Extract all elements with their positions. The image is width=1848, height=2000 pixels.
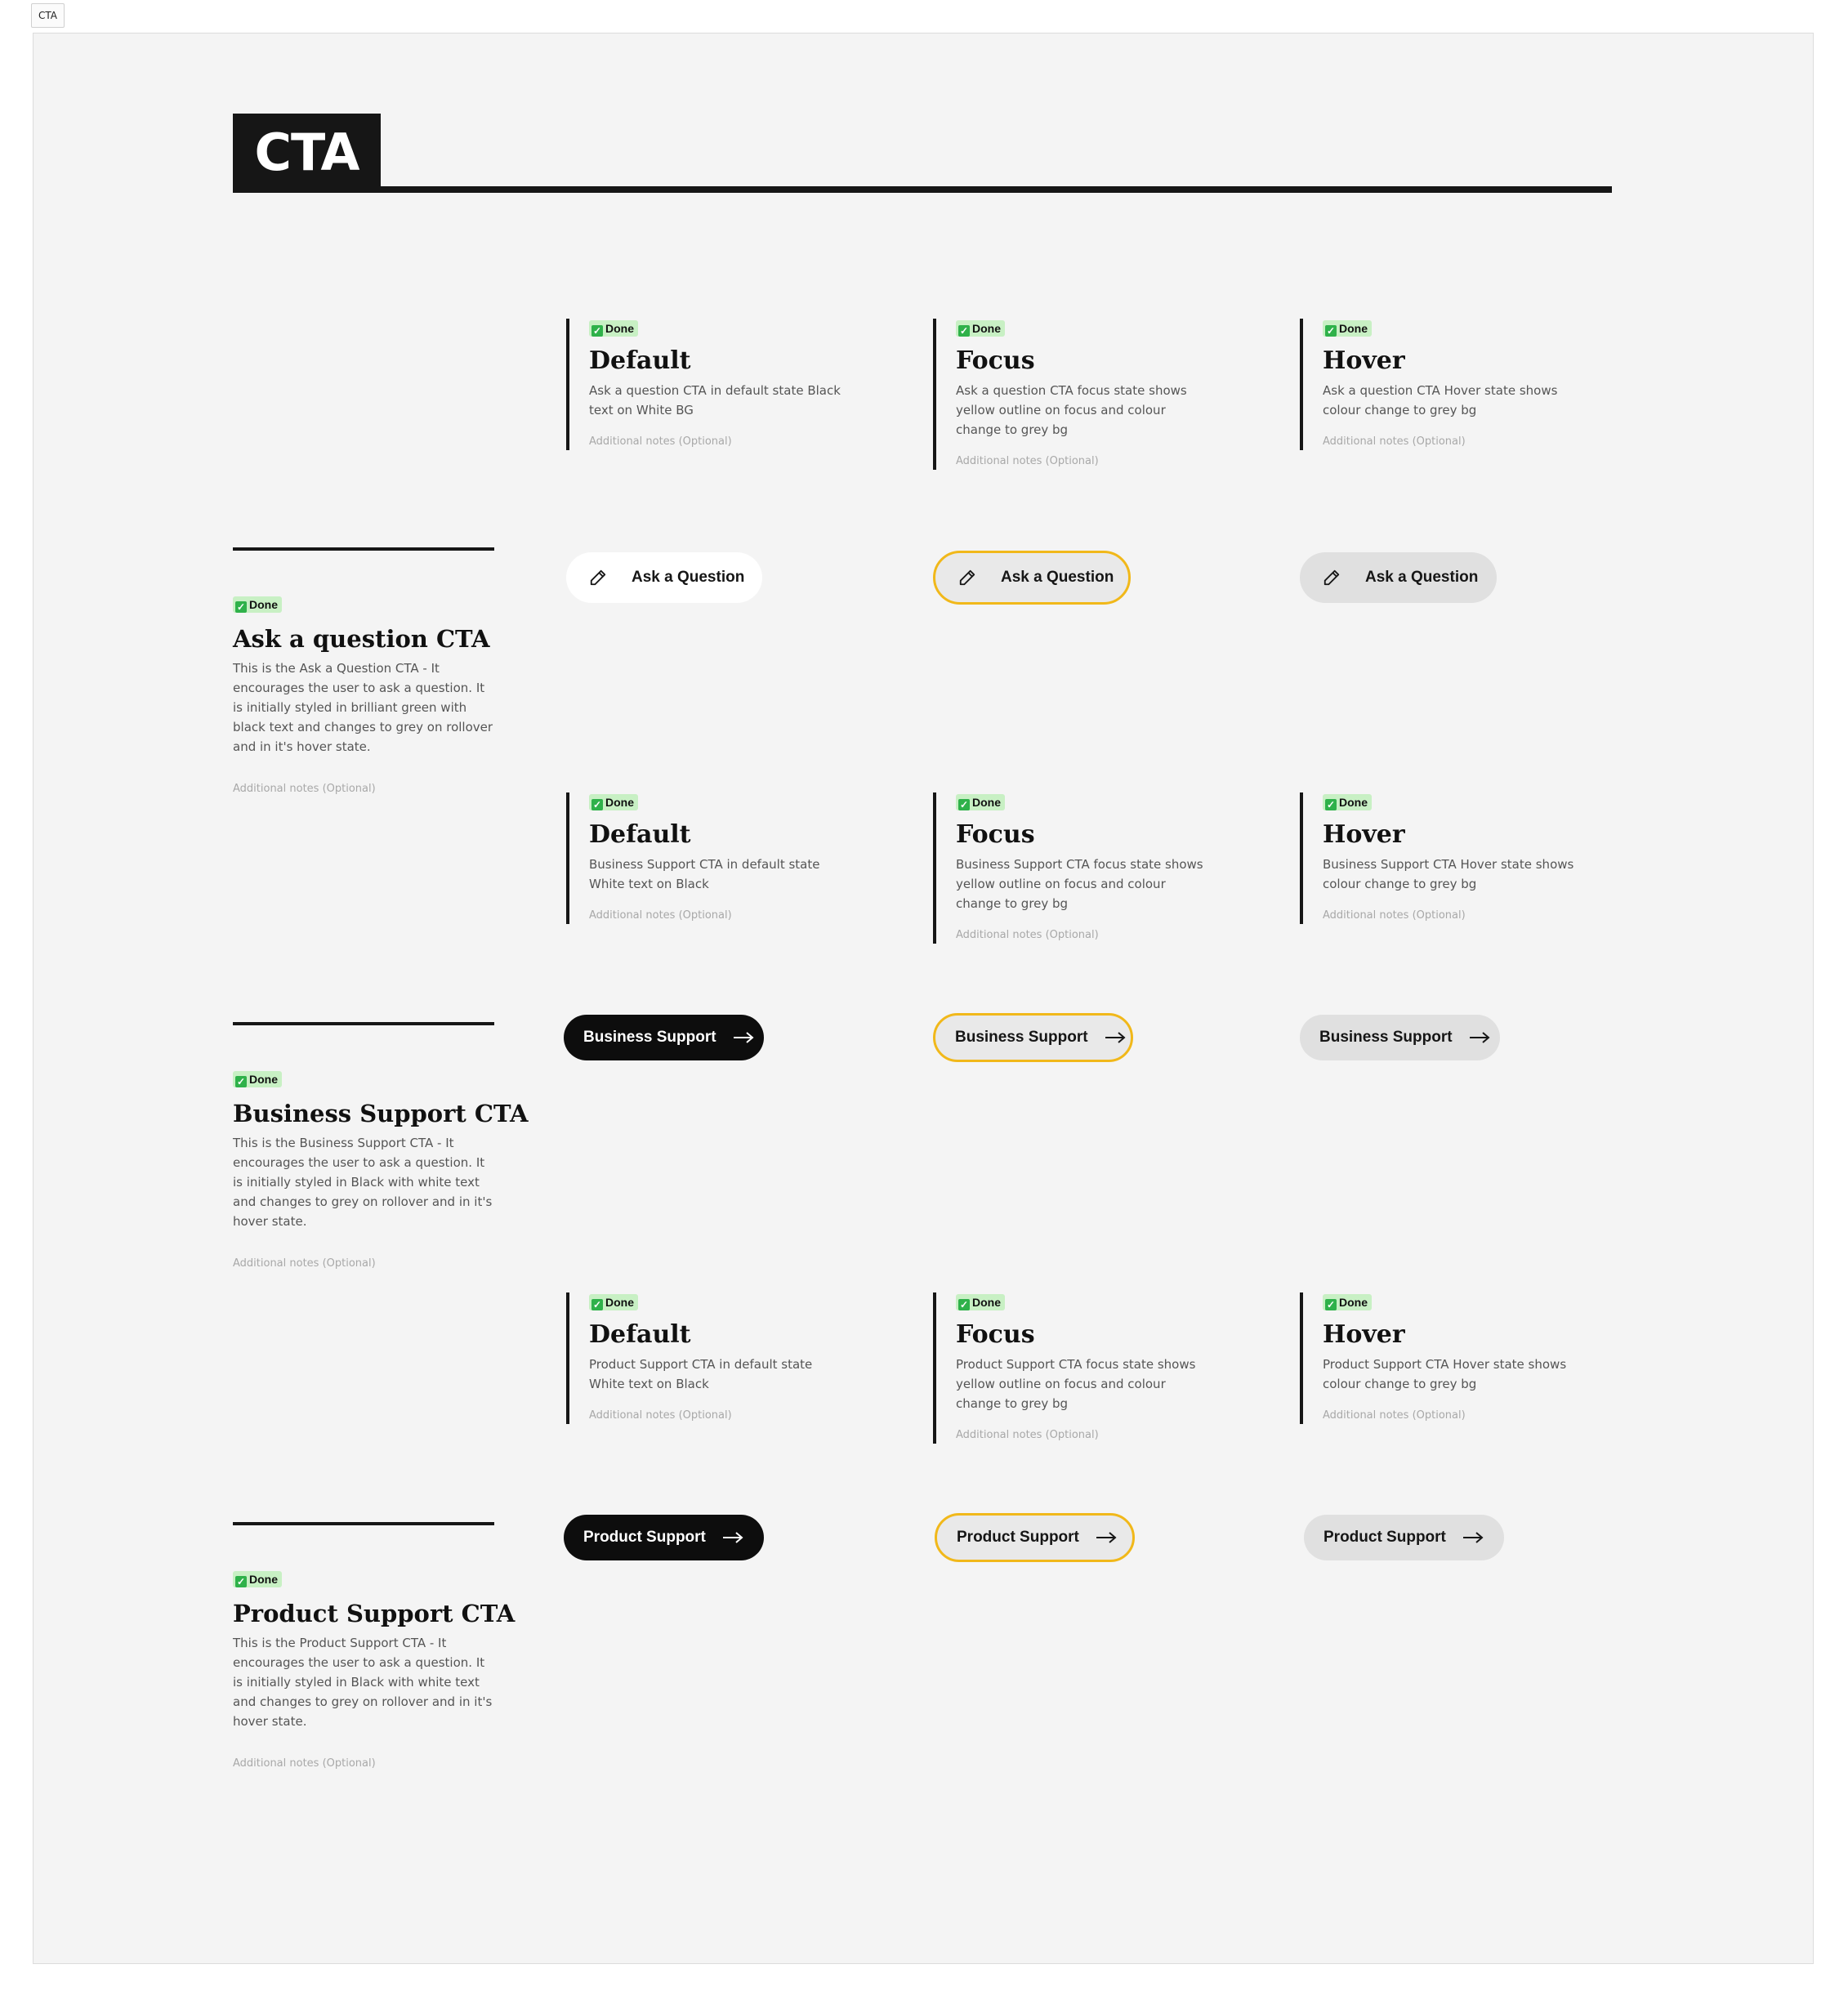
done-badge: ✓ Done <box>956 1294 1005 1310</box>
business-support-button-hover[interactable] <box>1300 1015 1500 1060</box>
state-card-focus <box>933 319 1260 470</box>
section-divider <box>233 547 494 551</box>
done-badge: ✓ Done <box>589 794 638 810</box>
state-title: Hover <box>1323 1320 1405 1349</box>
checkmark-icon: ✓ <box>236 1576 246 1587</box>
button-label: Business Support <box>955 1029 1088 1046</box>
product-support-button-hover[interactable] <box>1304 1515 1504 1560</box>
pencil-icon <box>958 569 976 587</box>
done-badge: ✓ Done <box>589 1294 638 1310</box>
state-description: Product Support CTA focus state shows yellow outline on focus and colour change to grey bg <box>956 1357 1196 1411</box>
button-label: Ask a Question <box>1365 569 1479 586</box>
arrow-right-icon <box>733 1031 754 1044</box>
ask-question-button-default[interactable] <box>566 552 762 603</box>
state-card-default <box>566 319 893 450</box>
button-label: Ask a Question <box>632 569 745 586</box>
additional-notes: Additional notes (Optional) <box>1323 909 1466 922</box>
pencil-icon <box>589 569 607 587</box>
arrow-right-icon <box>1462 1531 1484 1544</box>
section-divider <box>233 1022 494 1025</box>
done-badge: ✓ Done <box>233 1071 282 1087</box>
state-title: Default <box>589 346 691 375</box>
done-badge: ✓ Done <box>1323 1294 1372 1310</box>
additional-notes: Additional notes (Optional) <box>233 783 376 795</box>
state-description: Business Support CTA Hover state shows colour change to grey bg <box>1323 857 1574 891</box>
additional-notes: Additional notes (Optional) <box>589 909 732 922</box>
button-label: Business Support <box>583 1029 716 1046</box>
state-card-hover <box>1300 319 1627 450</box>
state-card-hover <box>1300 792 1627 924</box>
additional-notes: Additional notes (Optional) <box>589 435 732 448</box>
business-support-button-focus[interactable] <box>933 1013 1133 1062</box>
checkmark-icon: ✓ <box>1326 1299 1336 1310</box>
state-title: Default <box>589 1320 691 1349</box>
arrow-right-icon <box>1469 1031 1490 1044</box>
state-description: Business Support CTA focus state shows yellow outline on focus and colour change to grey bg <box>956 857 1203 911</box>
ask-question-button-hover[interactable] <box>1300 552 1497 603</box>
checkmark-icon: ✓ <box>1326 325 1336 337</box>
state-title: Focus <box>956 346 1035 375</box>
additional-notes: Additional notes (Optional) <box>233 1757 376 1770</box>
done-badge: ✓ Done <box>956 320 1005 337</box>
state-card-default <box>566 1292 893 1424</box>
done-badge: ✓ Done <box>1323 320 1372 337</box>
checkmark-icon: ✓ <box>592 325 602 337</box>
state-description: Ask a question CTA focus state shows yellow outline on focus and colour change to grey bg <box>956 383 1187 437</box>
checkmark-icon: ✓ <box>592 1299 602 1310</box>
done-badge: ✓ Done <box>233 596 282 613</box>
state-description: Product Support CTA in default state White text on Black <box>589 1357 813 1391</box>
checkmark-icon: ✓ <box>959 1299 969 1310</box>
arrow-right-icon <box>722 1531 743 1544</box>
business-support-button-default[interactable] <box>564 1015 764 1060</box>
done-badge: ✓ Done <box>1323 794 1372 810</box>
done-badge: ✓ Done <box>589 320 638 337</box>
title-divider <box>233 186 1612 193</box>
button-label: Product Support <box>583 1529 706 1546</box>
checkmark-icon: ✓ <box>959 799 969 810</box>
state-card-hover <box>1300 1292 1627 1424</box>
button-label: Business Support <box>1319 1029 1453 1046</box>
checkmark-icon: ✓ <box>236 601 246 613</box>
section-business-support <box>233 1022 529 1272</box>
checkmark-icon: ✓ <box>1326 799 1336 810</box>
additional-notes: Additional notes (Optional) <box>1323 1409 1466 1422</box>
additional-notes: Additional notes (Optional) <box>956 1429 1099 1441</box>
section-product-support <box>233 1522 516 1772</box>
ask-question-button-focus[interactable] <box>933 551 1131 605</box>
section-description: This is the Ask a Question CTA - It encourages the user to ask a question. It is initially styled in brilliant green with black text and changes to grey on rollover and in it's hover state. <box>233 661 493 754</box>
additional-notes: Additional notes (Optional) <box>1323 435 1466 448</box>
section-divider <box>233 1522 494 1525</box>
section-description: This is the Product Support CTA - It encourages the user to ask a question. It is initially styled in Black with white text and changes to grey on rollover and in it's hover state. <box>233 1636 493 1729</box>
additional-notes: Additional notes (Optional) <box>589 1409 732 1422</box>
state-title: Focus <box>956 1320 1035 1349</box>
state-description: Ask a question CTA in default state Black text on White BG <box>589 383 841 417</box>
page-title: CTA <box>233 114 381 191</box>
state-title: Hover <box>1323 820 1405 849</box>
additional-notes: Additional notes (Optional) <box>956 929 1099 941</box>
checkmark-icon: ✓ <box>236 1076 246 1087</box>
arrow-right-icon <box>1105 1031 1126 1044</box>
product-support-button-focus[interactable] <box>935 1513 1135 1562</box>
state-description: Product Support CTA Hover state shows colour change to grey bg <box>1323 1357 1567 1391</box>
pencil-icon <box>1323 569 1341 587</box>
state-card-focus <box>933 1292 1260 1444</box>
state-title: Focus <box>956 820 1035 849</box>
checkmark-icon: ✓ <box>959 325 969 337</box>
section-title: Business Support CTA <box>233 1100 529 1127</box>
checkmark-icon: ✓ <box>592 799 602 810</box>
state-description: Business Support CTA in default state White text on Black <box>589 857 820 891</box>
additional-notes: Additional notes (Optional) <box>233 1257 376 1270</box>
button-label: Product Support <box>1324 1529 1446 1546</box>
state-description: Ask a question CTA Hover state shows colour change to grey bg <box>1323 383 1558 417</box>
section-title: Product Support CTA <box>233 1600 516 1627</box>
additional-notes: Additional notes (Optional) <box>956 455 1099 467</box>
section-ask-a-question <box>233 547 494 797</box>
done-badge: ✓ Done <box>233 1571 282 1587</box>
product-support-button-default[interactable] <box>564 1515 764 1560</box>
section-title: Ask a question CTA <box>233 625 490 653</box>
arrow-right-icon <box>1096 1531 1117 1544</box>
section-description: This is the Business Support CTA - It encourages the user to ask a question. It is initially styled in Black with white text and changes to grey on rollover and in it's hover state. <box>233 1136 493 1229</box>
done-badge: ✓ Done <box>956 794 1005 810</box>
state-title: Default <box>589 820 691 849</box>
button-label: Ask a Question <box>1001 569 1114 586</box>
button-label: Product Support <box>957 1529 1079 1546</box>
state-card-focus <box>933 792 1260 944</box>
state-title: Hover <box>1323 346 1405 375</box>
state-card-default <box>566 792 893 924</box>
frame-label[interactable]: CTA <box>31 3 65 28</box>
